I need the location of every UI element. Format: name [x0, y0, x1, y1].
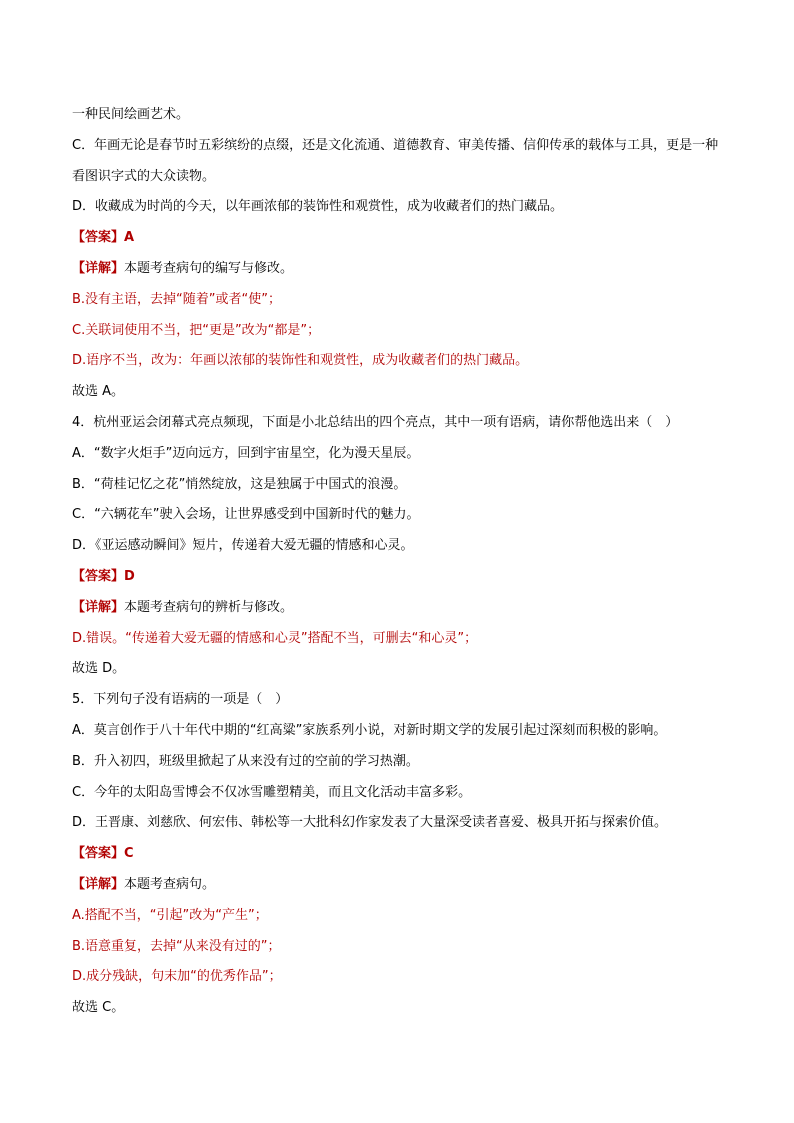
conclusion: 故选 C。 — [72, 1000, 125, 1016]
question-4: 4．杭州亚运会闭幕式亮点频现，下面是小北总结出的四个亮点，其中一项有语病，请你帮他选出来（ ） — [72, 414, 679, 430]
option-a: A．莫言创作于八十年代中期的“红高粱”家族系列小说，对新时期文学的发展引起过深刻而积极的影响。 — [72, 722, 667, 738]
explanation-heading — [72, 870, 722, 901]
option-d: D．《亚运感动瞬间》短片，传递着大爱无疆的情感和心灵。 — [72, 538, 414, 554]
explanation-heading — [72, 254, 722, 285]
answer-label: 【答案】A — [72, 230, 135, 246]
question-5: 5．下列句子没有语病的一项是（ ） — [72, 692, 289, 708]
option-c: C．“六辆花车”驶入会场，让世界感受到中国新时代的魅力。 — [72, 507, 420, 523]
text-line: 一种民间绘画艺术。 — [72, 107, 190, 122]
explanation-item: B.语意重复，去掉“从来没有过的”； — [72, 938, 281, 954]
option-a: A．“数字火炬手”迈向远方，回到宇宙星空，化为漫天星辰。 — [72, 445, 420, 461]
document-page — [72, 100, 722, 1024]
explanation-heading — [72, 593, 722, 624]
explanation-tag: 【详解】 — [72, 260, 125, 276]
option-d: D．收藏成为时尚的今天，以年画浓郁的装饰性和观赏性，成为收藏者们的热门藏品。 — [72, 199, 564, 215]
option-b: B．升入初四，班级里掀起了从来没有过的空前的学习热潮。 — [72, 753, 419, 769]
option-d: D．王晋康、刘慈欣、何宏伟、韩松等一大批科幻作家发表了大量深受读者喜爱、极具开拓与探索价值。 — [72, 815, 668, 831]
explanation-text: 本题考查病句的辨析与修改。 — [124, 599, 294, 615]
explanation-item: D.成分残缺，句末加“的优秀作品”； — [72, 969, 282, 985]
explanation-item: D.语序不当，改为：年画以浓郁的装饰性和观赏性，成为收藏者们的热门藏品。 — [72, 353, 529, 369]
explanation-tag: 【详解】 — [72, 876, 125, 892]
option-b: B．“荷桂记忆之花”悄然绽放，这是独属于中国式的浪漫。 — [72, 476, 407, 492]
explanation-item: D.错误。“传递着大爱无疆的情感和心灵”搭配不当，可删去“和心灵”； — [72, 630, 478, 646]
explanation-item: A.搭配不当，“引起”改为“产生”； — [72, 907, 268, 923]
conclusion: 故选 A。 — [72, 384, 125, 400]
explanation-item: C.关联词使用不当，把“更是”改为“都是”； — [72, 322, 321, 338]
answer-label: 【答案】D — [72, 568, 135, 584]
explanation-tag: 【详解】 — [72, 599, 125, 615]
option-c: C．年画无论是春节时五彩缤纷的点缀，还是文化流通、道德教育、审美传播、信仰传承的载体与工具，更是一种看图识字式的大众读物。 — [72, 137, 719, 184]
answer-label: 【答案】C — [72, 846, 134, 862]
conclusion: 故选 D。 — [72, 661, 126, 677]
option-c: C．今年的太阳岛雪博会不仅冰雪雕塑精美，而且文化活动丰富多彩。 — [72, 784, 472, 800]
explanation-text: 本题考查病句。 — [124, 876, 216, 892]
explanation-text: 本题考查病句的编写与修改。 — [124, 260, 294, 276]
explanation-item: B.没有主语，去掉“随着”或者“使”； — [72, 291, 281, 307]
